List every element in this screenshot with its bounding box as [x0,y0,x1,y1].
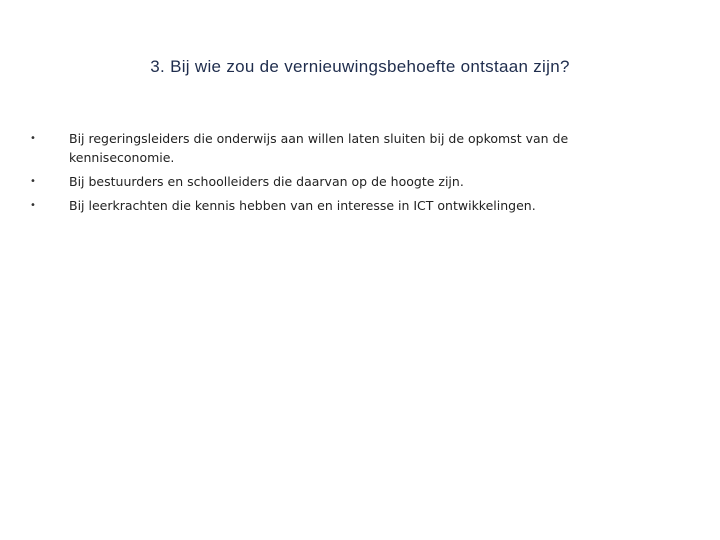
bullet-text: Bij leerkrachten die kennis hebben van en interesse in ICT ontwikkelingen. [69,198,536,213]
bullet-list [30,129,590,220]
slide-title: 3. Bij wie zou de vernieuwingsbehoefte ontstaan zijn? [150,57,570,76]
bullet-text: Bij bestuurders en schoolleiders die daarvan op de hoogte zijn. [69,174,464,189]
bullet-item [30,196,590,215]
bullet-marker: • [30,133,36,144]
bullet-item [30,129,590,167]
bullet-marker: • [30,200,36,211]
bullet-marker: • [30,176,36,187]
bullet-item [30,172,590,191]
bullet-text: Bij regeringsleiders die onderwijs aan willen laten sluiten bij de opkomst van de kenniseconomie. [69,131,569,165]
